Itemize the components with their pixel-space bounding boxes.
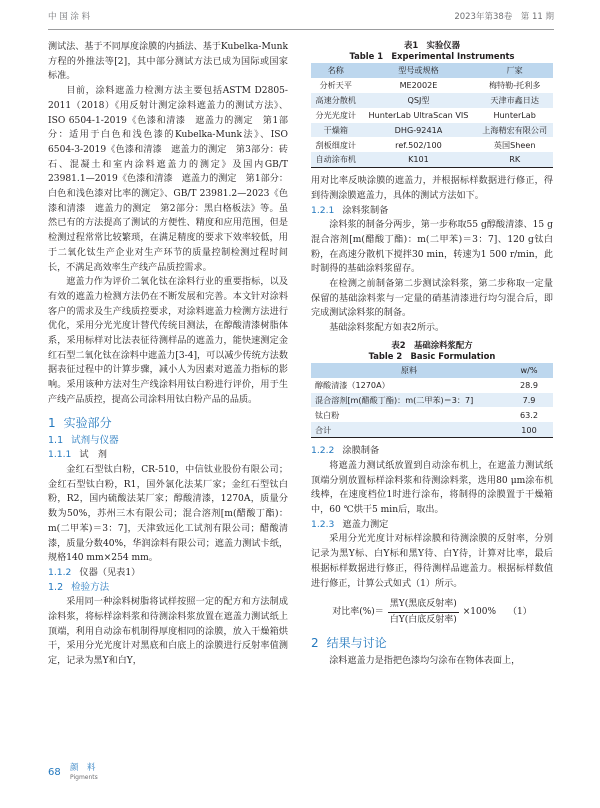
equation-numerator: 黑Y(黑底反射率) bbox=[388, 597, 459, 613]
table-cell: 100 bbox=[505, 422, 553, 437]
table-cell: RK bbox=[476, 152, 553, 167]
section-heading-results bbox=[311, 635, 553, 651]
equation-fraction bbox=[388, 597, 459, 627]
table-cell: QSJ型 bbox=[361, 93, 477, 108]
paragraph-intro-continued: 测试法、基于不同厚度涂膜的内插法、基于Kubelka-Munk方程的外推法等[2]，其中部分测试方法已成为国际或国家标准。 bbox=[48, 42, 288, 82]
table-cell: ref.502/100 bbox=[395, 139, 442, 150]
table-row bbox=[311, 393, 553, 408]
table-row bbox=[311, 93, 553, 108]
table-header-row bbox=[311, 363, 553, 378]
subsection-heading-test-method bbox=[48, 581, 288, 596]
subsubsection-heading-measure bbox=[311, 518, 553, 533]
subsubsection-number: 1.1.1 bbox=[48, 449, 72, 461]
paragraph-results: 涂料遮盖力是指把色漆均匀涂布在物体表面上， bbox=[329, 655, 521, 666]
table-cell: 上海精宏有限公司 bbox=[476, 123, 553, 138]
running-header-issue: 2023年第38卷 第 11 期 bbox=[454, 12, 554, 22]
table-cell: HunterLab bbox=[493, 109, 536, 120]
table-row bbox=[311, 78, 553, 93]
right-column bbox=[311, 40, 553, 668]
equation-tail: ×100% bbox=[462, 607, 497, 618]
subsubsection-heading-reagents bbox=[48, 448, 288, 463]
table-header-cell: w/% bbox=[505, 363, 553, 378]
table-cell: 醇酸清漆（1270A） bbox=[315, 379, 390, 390]
table-row bbox=[311, 407, 553, 422]
paragraph-slurry-step2: 在检测之前制备第二步测试涂料浆，第二步称取一定量保留的基础涂料浆与一定量的硝基清漆进行均匀混合后，即完成测试涂料浆的制备。 bbox=[311, 279, 553, 319]
table-cell: 混合溶剂[m(醋酸丁酯)：m(二甲苯)＝3：7] bbox=[311, 393, 505, 408]
table-cell: 钛白粉 bbox=[315, 409, 340, 420]
paragraph-purpose: 遮盖力作为评价二氧化钛在涂料行业的重要指标，以及有效的遮盖力检测方法仍在不断发展和完善。本文针对涂料客户的需求及生产线质控要求，对涂料遮盖力检测方法进行优化，采用分光光度计替代传统目测法，在醇酸清漆树脂体系，采用标样对比法表征待测样品的遮盖力，能快速测定金红石型二氧化钛在涂料中遮盖力[3-4]，可以减少传统方法数据表征过程中的计算步骤，减小人为因素对遮盖力指标的影响。采用该种方法对生产线涂料用钛白粉进行评价，用于生产线产品质控，提高公司涂料用钛白粉产品的品质。 bbox=[48, 277, 288, 405]
footer-journal-en: Pigments bbox=[70, 774, 98, 781]
running-header-journal: 中 国 涂 料 bbox=[48, 12, 91, 22]
table-cell: ME2002E bbox=[399, 80, 438, 91]
subsection-number: 1.2 bbox=[48, 581, 64, 593]
paragraph-slurry-ref: 基础涂料浆配方如表2所示。 bbox=[329, 323, 445, 334]
footer-journal-cn: 颜 料 bbox=[70, 763, 96, 773]
table-header-cell: 名称 bbox=[311, 63, 361, 78]
table-cell: 天津市鑫日达 bbox=[476, 93, 553, 108]
table2-caption-en: Table 2 Basic Formulation bbox=[368, 350, 496, 361]
equation-denominator: 白Y(白底反射率) bbox=[389, 614, 457, 625]
table-header-cell: 厂家 bbox=[476, 63, 553, 78]
table-row bbox=[311, 378, 553, 393]
table-row bbox=[311, 123, 553, 138]
table-row bbox=[311, 108, 553, 123]
table-row bbox=[311, 137, 553, 152]
table1-caption-cn: 表1 实验仪器 bbox=[403, 40, 461, 50]
subsection-number: 1.1 bbox=[48, 434, 64, 446]
paragraph-contrast: 用对比率反映涂膜的遮盖力，并根据标样数据进行修正，得到待测涂膜遮盖力，具体的测试方法如下。 bbox=[311, 176, 553, 201]
table-cell: 63.2 bbox=[519, 409, 539, 420]
table-header-cell: 原料 bbox=[311, 363, 505, 378]
table-cell: 高速分散机 bbox=[311, 93, 361, 108]
subsubsection-title: 涂膜制备 bbox=[342, 445, 380, 457]
table-header-row bbox=[311, 63, 553, 78]
table-cell: 自动涂布机 bbox=[311, 152, 361, 167]
footer-journal-name bbox=[70, 764, 98, 782]
table-cell: 28.9 bbox=[519, 379, 539, 390]
subsubsection-number: 1.2.3 bbox=[311, 518, 335, 530]
equation-lhs: 对比率(%)＝ bbox=[332, 607, 384, 618]
equation-number: （1） bbox=[508, 607, 532, 618]
subsubsection-heading-slurry bbox=[311, 204, 553, 219]
subsubsection-number: 1.2.2 bbox=[311, 445, 335, 457]
section-number: 1 bbox=[48, 415, 56, 430]
table-cell: 分光光度计 bbox=[315, 109, 357, 120]
subsection-title: 检验方法 bbox=[71, 581, 110, 593]
table2-caption-cn: 表2 基础涂料浆配方 bbox=[391, 339, 473, 350]
section-title: 结果与讨论 bbox=[326, 635, 387, 650]
table-header-cell: 型号或规格 bbox=[361, 63, 477, 78]
table-cell: HunterLab UltraScan VIS bbox=[368, 109, 469, 120]
table-cell: 7.9 bbox=[505, 393, 553, 408]
subsubsection-number: 1.2.1 bbox=[311, 204, 335, 216]
left-column bbox=[48, 40, 288, 669]
subsubsection-title: 遮盖力测定 bbox=[342, 518, 389, 530]
table-cell: 刮板细度计 bbox=[315, 139, 357, 150]
subsubsection-title: 涂料浆制备 bbox=[342, 204, 389, 216]
table-cell: K101 bbox=[361, 152, 477, 167]
table-cell: 英国Sheen bbox=[493, 139, 536, 150]
equation-1 bbox=[311, 597, 553, 627]
subsubsection-title: 仪器（见表1） bbox=[79, 566, 141, 578]
paragraph-standards: 目前，涂料遮盖力检测方法主要包括ASTM D2805-2011（2018）《用反射计测定涂料遮盖力的测试方法》、ISO 6504-1-2019《色漆和清漆 遮盖力的测定 第1部分：适用于白色和浅色漆的Kubelka-Munk法》、ISO 6504-3-2019《色漆和清漆 遮盖力的测定 第3部分：砖石、混凝土和室内涂料遮盖力的测定》及国内GB/T 23981.1—2019《色漆和清漆 遮盖力的测定 第1部分：白色和浅色漆对比率的测定》、GB/T 23981.2—2023《色漆和清漆 遮盖力的测定 第2部分：黑白格板法》等。虽然已有的方法提高了测试的方便性、精度和应用范围，但是检测过程常常比较繁琐，在满足精度的要求下效率较低，用于二氧化钛生产企业对生产环节的质量控制检测过程时间长，不满足高效率生产线产品质控需求。 bbox=[48, 86, 288, 273]
table-cell: DHG-9241A bbox=[361, 123, 477, 138]
table-cell: 分析天平 bbox=[319, 80, 352, 91]
paragraph-reagents: 金红石型钛白粉，CR-510，中信钛业股份有限公司；金红石型钛白粉，R1，国外氯化法某厂家；金红石型钛白粉，R2，国内硫酸法某厂家；醇酸清漆，1270A，质量分数为50%，苏州三木有限公司；混合溶剂[m(醋酸丁酯)：m(二甲苯)＝3：7]，天津致远化工试剂有限公司；醋酸清漆，质量分数40%，华润涂料有限公司；遮盖力测试卡纸，规格140 mm×254 mm。 bbox=[48, 464, 288, 564]
subsubsection-heading-film bbox=[311, 444, 553, 459]
table-row bbox=[311, 422, 553, 437]
table-cell: 干燥箱 bbox=[311, 123, 361, 138]
header-rule bbox=[48, 29, 554, 30]
paragraph-slurry-step1: 涂料浆的制备分两步，第一步称取55 g醇酸清漆、15 g混合溶剂[m(醋酸丁酯)：m(二甲苯)＝3：7]、120 g钛白粉，在高速分散机下搅拌30 min，转速为1 500 r/min，此时制得的基础涂料浆留存。 bbox=[311, 220, 553, 275]
subsubsection-title: 试 剂 bbox=[79, 449, 107, 461]
table-cell: 梅特勒-托利多 bbox=[488, 80, 541, 91]
table-formulation bbox=[311, 363, 553, 438]
section-number: 2 bbox=[311, 635, 319, 650]
subsection-heading-reagents-instruments bbox=[48, 434, 288, 449]
table-row bbox=[311, 152, 553, 167]
subsubsection-number: 1.1.2 bbox=[48, 566, 72, 578]
paragraph-method: 采用同一种涂料树脂将试样按照一定的配方和方法制成涂料浆，将标样涂料浆和待测涂料浆放置在遮盖力测试纸上顶端，利用自动涂布机制得厚度相同的涂膜，放入干燥箱烘干，采用分光光度计对黑底和白底上的涂膜进行反射率值测定，记录为黑Y和白Y， bbox=[48, 597, 288, 667]
subsubsection-heading-instruments bbox=[48, 566, 288, 581]
section-title: 实验部分 bbox=[63, 415, 112, 430]
table-cell: 合计 bbox=[311, 422, 505, 437]
table1-caption-en: Table 1 Experimental Instruments bbox=[349, 51, 515, 61]
section-heading-experimental bbox=[48, 415, 288, 431]
paragraph-measure: 采用分光光度计对标样涂膜和待测涂膜的反射率，分别记录为黑Y标、白Y标和黑Y待、白Y待，计算对比率，最后根据标样数据进行修正，得待测样品遮盖力。根据标样数值进行修正，计算公式如式（1）所示。 bbox=[311, 534, 553, 589]
page-number: 68 bbox=[48, 767, 61, 778]
paragraph-film: 将遮盖力测试纸放置到自动涂布机上，在遮盖力测试纸顶端分别放置标样涂料浆和待测涂料浆，选用80 μm涂布机线棒，在速度档位1时进行涂布，将制得的涂膜置于干燥箱中，60 ℃烘干5 min后，取出。 bbox=[311, 460, 553, 516]
subsection-title: 试剂与仪器 bbox=[71, 434, 119, 446]
table-instruments bbox=[311, 63, 553, 168]
